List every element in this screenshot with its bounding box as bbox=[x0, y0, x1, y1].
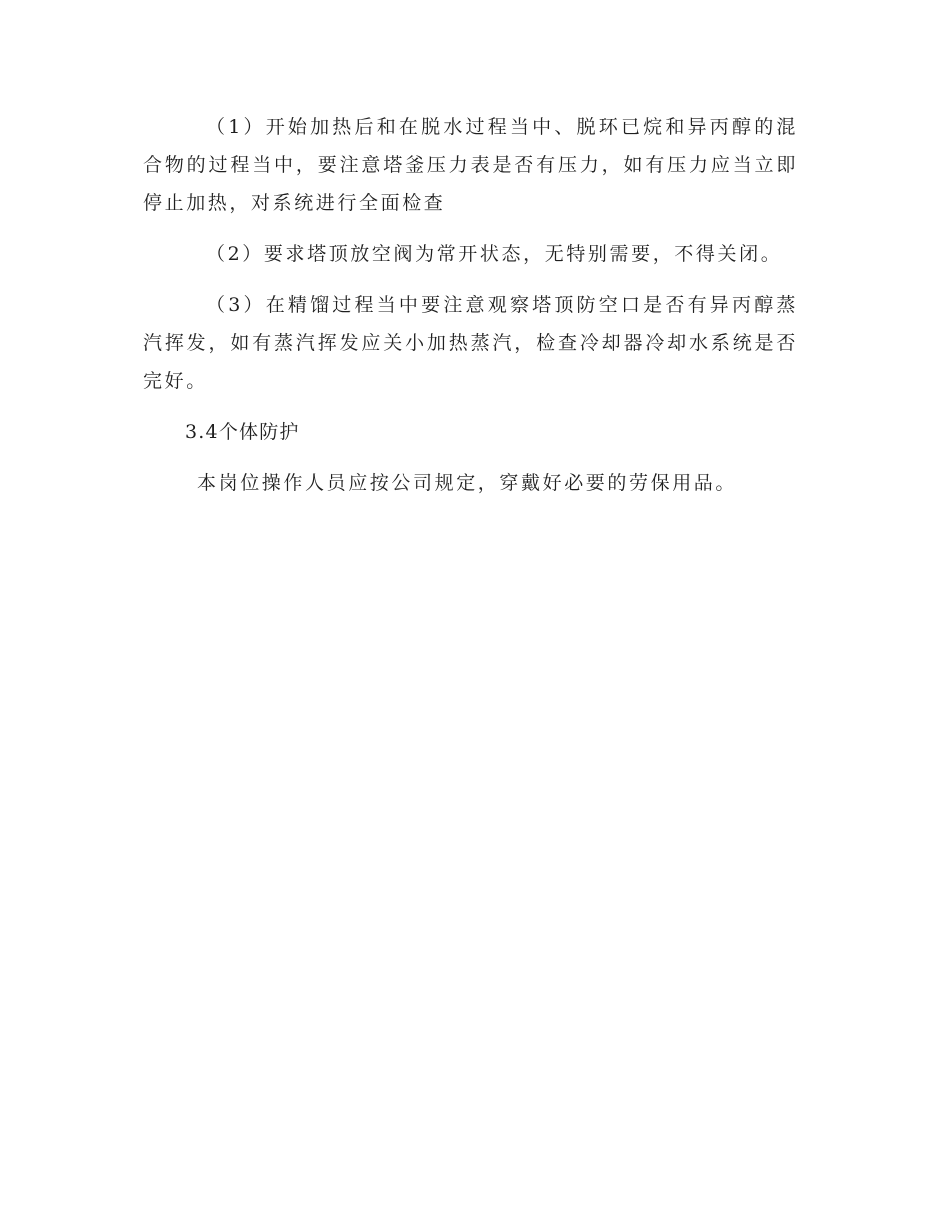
paragraph-item-3: （3）在精馏过程当中要注意观察塔顶防空口是否有异丙醇蒸汽挥发，如有蒸汽挥发应关小加热蒸汽，检查冷却器冷却水系统是否完好。 bbox=[143, 294, 798, 392]
paragraph-item-2: （2）要求塔顶放空阀为常开状态，无特别需要，不得关闭。 bbox=[206, 243, 783, 265]
section-heading: 3.4个体防护 bbox=[185, 421, 300, 443]
paragraph-item-1: （1）开始加热后和在脱水过程当中、脱环已烷和异丙醇的混合物的过程当中，要注意塔釜压力表是否有压力，如有压力应当立即停止加热，对系统进行全面检查 bbox=[143, 116, 798, 214]
section-body-text: 本岗位操作人员应按公司规定，穿戴好必要的劳保用品。 bbox=[197, 472, 738, 494]
document-body bbox=[143, 108, 798, 502]
